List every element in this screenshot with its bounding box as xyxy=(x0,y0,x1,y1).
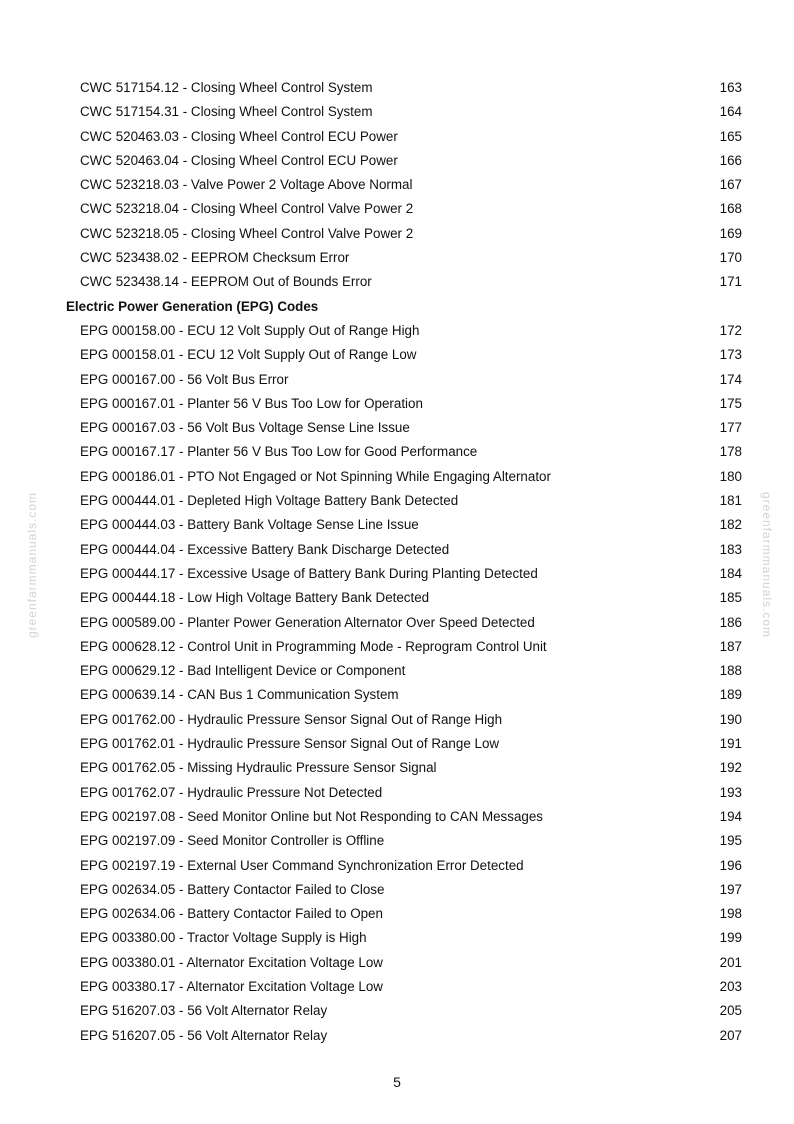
toc-entry-page-number: 192 xyxy=(719,760,742,776)
toc-entry[interactable] xyxy=(66,586,742,610)
toc-entry-page-number: 198 xyxy=(719,906,742,922)
toc-entry[interactable] xyxy=(66,246,742,270)
toc-entry-title: EPG 002634.06 - Battery Contactor Failed to Open xyxy=(80,906,383,922)
toc-entry-title: EPG 002197.19 - External User Command Synchronization Error Detected xyxy=(80,857,524,873)
toc-entry[interactable] xyxy=(66,854,742,878)
toc-entry-title: EPG 000167.03 - 56 Volt Bus Voltage Sense Line Issue xyxy=(80,420,410,436)
toc-entry-title: EPG 516207.05 - 56 Volt Alternator Relay xyxy=(80,1027,328,1043)
toc-entry[interactable] xyxy=(66,829,742,853)
toc-entry-title: CWC 520463.04 - Closing Wheel Control ECU Power xyxy=(80,152,398,168)
toc-entry-title: EPG 001762.07 - Hydraulic Pressure Not Detected xyxy=(80,784,383,800)
toc-entry-title: EPG 003380.17 - Alternator Excitation Voltage Low xyxy=(80,978,383,994)
toc-entry[interactable] xyxy=(66,926,742,950)
toc-entry-page-number: 175 xyxy=(719,395,742,411)
toc-entry-page-number: 197 xyxy=(719,881,742,897)
toc-entry-page-number: 173 xyxy=(719,347,742,363)
toc-entry-page-number: 186 xyxy=(719,614,742,630)
toc-entry-page-number: 185 xyxy=(719,590,742,606)
toc-entry-title: CWC 523218.05 - Closing Wheel Control Valve Power 2 xyxy=(80,225,414,241)
toc-entry-page-number: 187 xyxy=(719,638,742,654)
toc-entry[interactable] xyxy=(66,392,742,416)
toc-entry-page-number: 203 xyxy=(719,978,742,994)
toc-entry[interactable] xyxy=(66,878,742,902)
toc-entry-title: EPG 000444.17 - Excessive Usage of Battery Bank During Planting Detected xyxy=(80,565,538,581)
toc-entry[interactable] xyxy=(66,270,742,294)
toc-entry[interactable] xyxy=(66,76,742,100)
toc-entry[interactable] xyxy=(66,343,742,367)
toc-entry[interactable] xyxy=(66,756,742,780)
toc-entry-page-number: 207 xyxy=(719,1027,742,1043)
toc-entry-title: EPG 000444.04 - Excessive Battery Bank Discharge Detected xyxy=(80,541,450,557)
toc-entry-title: EPG 516207.03 - 56 Volt Alternator Relay xyxy=(80,1003,328,1019)
toc-entry-page-number: 205 xyxy=(719,1003,742,1019)
toc-entry-title: EPG 001762.05 - Missing Hydraulic Pressure Sensor Signal xyxy=(80,760,437,776)
toc-entry-page-number: 191 xyxy=(719,736,742,752)
toc-entry-title: CWC 520463.03 - Closing Wheel Control ECU Power xyxy=(80,128,398,144)
toc-entry-page-number: 169 xyxy=(719,225,742,241)
toc-entry-title: EPG 000158.01 - ECU 12 Volt Supply Out of Range Low xyxy=(80,347,417,363)
toc-entry[interactable] xyxy=(66,975,742,999)
toc-entry-title: CWC 523218.04 - Closing Wheel Control Valve Power 2 xyxy=(80,201,414,217)
section-heading xyxy=(66,295,742,319)
section-heading-title: Electric Power Generation (EPG) Codes xyxy=(66,298,319,314)
toc-entry-page-number: 182 xyxy=(719,517,742,533)
toc-entry-title: EPG 000158.00 - ECU 12 Volt Supply Out of Range High xyxy=(80,322,420,338)
toc-entry[interactable] xyxy=(66,999,742,1023)
toc-entry[interactable] xyxy=(66,319,742,343)
toc-entry-page-number: 201 xyxy=(719,954,742,970)
toc-entry-page-number: 181 xyxy=(719,493,742,509)
toc-entry-page-number: 167 xyxy=(719,177,742,193)
toc-entry-title: CWC 523438.14 - EEPROM Out of Bounds Error xyxy=(80,274,372,290)
toc-entry-title: EPG 000589.00 - Planter Power Generation Alternator Over Speed Detected xyxy=(80,614,535,630)
toc-entry[interactable] xyxy=(66,513,742,537)
toc-entry[interactable] xyxy=(66,368,742,392)
toc-entry-title: EPG 000167.01 - Planter 56 V Bus Too Low for Operation xyxy=(80,395,423,411)
toc-entry[interactable] xyxy=(66,1024,742,1048)
toc-entry-page-number: 170 xyxy=(719,250,742,266)
toc-entry-page-number: 168 xyxy=(719,201,742,217)
toc-entry[interactable] xyxy=(66,805,742,829)
toc-entry-page-number: 190 xyxy=(719,711,742,727)
toc-entry[interactable] xyxy=(66,489,742,513)
toc-entry-page-number: 166 xyxy=(719,152,742,168)
toc-entry[interactable] xyxy=(66,683,742,707)
toc-entry-page-number: 195 xyxy=(719,833,742,849)
toc-entry-title: EPG 001762.01 - Hydraulic Pressure Sensor Signal Out of Range Low xyxy=(80,736,500,752)
toc-entry-page-number: 163 xyxy=(719,80,742,95)
toc-entry-page-number: 164 xyxy=(719,104,742,120)
toc-entry[interactable] xyxy=(66,659,742,683)
toc-entry-title: CWC 517154.31 - Closing Wheel Control System xyxy=(80,104,373,120)
toc-entry[interactable] xyxy=(66,732,742,756)
toc-entry-page-number: 199 xyxy=(719,930,742,946)
toc-entry-title: CWC 517154.12 - Closing Wheel Control System xyxy=(80,80,373,95)
toc-entry[interactable] xyxy=(66,781,742,805)
toc-entry-title: EPG 000444.18 - Low High Voltage Battery Bank Detected xyxy=(80,590,430,606)
watermark-left: greenfarmmanuals.com xyxy=(25,491,39,639)
toc-entry-page-number: 194 xyxy=(719,808,742,824)
toc-entry-page-number: 180 xyxy=(719,468,742,484)
toc-entry[interactable] xyxy=(66,951,742,975)
toc-entry-title: EPG 000629.12 - Bad Intelligent Device or Component xyxy=(80,663,406,679)
toc-entry-title: EPG 000186.01 - PTO Not Engaged or Not Spinning While Engaging Alternator xyxy=(80,468,551,484)
toc-entry[interactable] xyxy=(66,149,742,173)
toc-entry-page-number: 189 xyxy=(719,687,742,703)
toc-entry-title: EPG 000628.12 - Control Unit in Programming Mode - Reprogram Control Unit xyxy=(80,638,547,654)
watermark-right: greenfarmmanuals.com xyxy=(760,491,774,639)
toc-entry[interactable] xyxy=(66,197,742,221)
toc-entry[interactable] xyxy=(66,440,742,464)
toc-entry[interactable] xyxy=(66,635,742,659)
table-of-contents xyxy=(66,76,742,1048)
toc-entry-page-number: 178 xyxy=(719,444,742,460)
toc-entry-page-number: 193 xyxy=(719,784,742,800)
toc-entry-title: EPG 001762.00 - Hydraulic Pressure Sensor Signal Out of Range High xyxy=(80,711,503,727)
toc-entry[interactable] xyxy=(66,100,742,124)
toc-entry[interactable] xyxy=(66,611,742,635)
toc-entry-title: EPG 000444.03 - Battery Bank Voltage Sense Line Issue xyxy=(80,517,419,533)
toc-entry-title: CWC 523438.02 - EEPROM Checksum Error xyxy=(80,250,350,266)
toc-entry-page-number: 196 xyxy=(719,857,742,873)
toc-entry[interactable] xyxy=(66,902,742,926)
toc-entry-title: EPG 003380.01 - Alternator Excitation Voltage Low xyxy=(80,954,383,970)
toc-entry[interactable] xyxy=(66,465,742,489)
toc-entry-title: EPG 000444.01 - Depleted High Voltage Battery Bank Detected xyxy=(80,493,459,509)
toc-entry-title: EPG 002634.05 - Battery Contactor Failed to Close xyxy=(80,881,385,897)
toc-entry[interactable] xyxy=(66,222,742,246)
toc-entry-title: EPG 000639.14 - CAN Bus 1 Communication System xyxy=(80,687,399,703)
toc-entry-title: EPG 000167.00 - 56 Volt Bus Error xyxy=(80,371,289,387)
toc-entry[interactable] xyxy=(66,416,742,440)
toc-entry-page-number: 171 xyxy=(719,274,742,290)
toc-entry-title: EPG 002197.09 - Seed Monitor Controller is Offline xyxy=(80,833,385,849)
toc-entry-page-number: 165 xyxy=(719,128,742,144)
toc-entry[interactable] xyxy=(66,562,742,586)
page-number: 5 xyxy=(393,1074,401,1090)
toc-entry-page-number: 183 xyxy=(719,541,742,557)
toc-entry[interactable] xyxy=(66,538,742,562)
toc-entry-title: CWC 523218.03 - Valve Power 2 Voltage Above Normal xyxy=(80,177,413,193)
toc-entry-page-number: 184 xyxy=(719,565,742,581)
toc-entry-page-number: 172 xyxy=(719,322,742,338)
toc-entry[interactable] xyxy=(66,708,742,732)
toc-entry[interactable] xyxy=(66,173,742,197)
toc-entry[interactable] xyxy=(66,125,742,149)
toc-entry-title: EPG 003380.00 - Tractor Voltage Supply is High xyxy=(80,930,367,946)
toc-entry-page-number: 177 xyxy=(719,420,742,436)
toc-entry-page-number: 188 xyxy=(719,663,742,679)
toc-entry-title: EPG 000167.17 - Planter 56 V Bus Too Low for Good Performance xyxy=(80,444,478,460)
toc-entry-page-number: 174 xyxy=(719,371,742,387)
toc-entry-title: EPG 002197.08 - Seed Monitor Online but Not Responding to CAN Messages xyxy=(80,808,543,824)
